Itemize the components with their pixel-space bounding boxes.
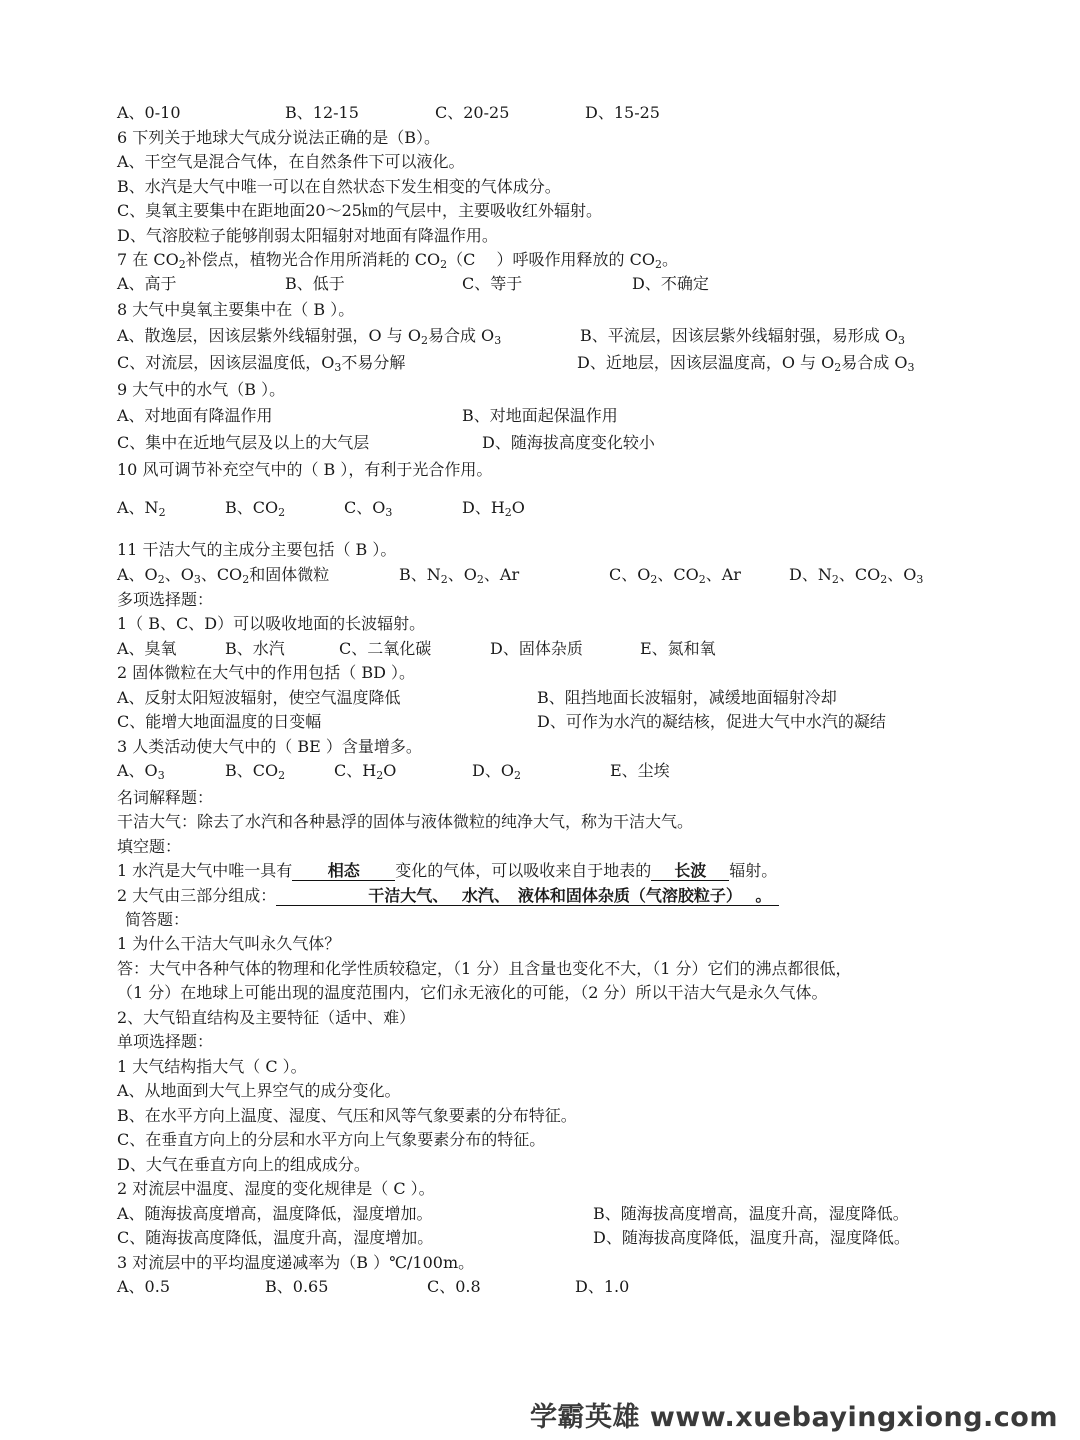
s2-stem: 2 对流层中温度、湿度的变化规律是（ C ）。 [117,1179,435,1198]
short-question: 1 为什么干洁大气叫永久气体？ [117,934,341,953]
s3-stem: 3 对流层中的平均温度递减率为（B ）℃/100m。 [117,1253,475,1272]
q6-option-a: A、干空气是混合气体，在自然条件下可以液化。 [117,152,465,171]
short-answer-line-2: （1 分）在地球上可能出现的温度范围内，它们永无液化的可能，（2 分）所以干洁大气是永久气体。 [117,983,828,1002]
fill-blank-1: 相态 [292,861,395,881]
q6-option-b: B、水汽是大气中唯一可以在自然状态下发生相变的气体成分。 [117,177,561,196]
m3-stem: 3 人类活动使大气中的（ BE ）含量增多。 [117,737,422,756]
term-definition: 干洁大气：除去了水汽和各种悬浮的固体与液体微粒的纯净大气，称为干洁大气。 [117,812,694,831]
single-choice-heading: 单项选择题： [117,1032,214,1051]
q6-stem: 6 下列关于地球大气成分说法正确的是（B）。 [117,128,441,147]
watermark: 学霸英雄 www.xuebayingxiong.com [529,1402,1058,1433]
section-2-title: 2、大气铅直结构及主要特征（适中、难） [117,1008,416,1027]
fill-blank-3: 干洁大气、 水汽、 液体和固体杂质（气溶胶粒子） 。 [276,886,779,906]
q6-option-c: C、臭氧主要集中在距地面20～25㎞的气层中，主要吸收红外辐射。 [117,201,602,220]
q6-option-d: D、气溶胶粒子能够削弱太阳辐射对地面有降温作用。 [117,226,498,245]
fill-question-1: 1 水汽是大气中唯一具有 相态 变化的气体，可以吸收来自于地表的 长波 辐射。 [117,861,778,880]
term-heading: 名词解释题： [117,788,214,807]
s1-option-c: C、在垂直方向上的分层和水平方向上气象要素分布的特征。 [117,1130,546,1149]
document-page: A、0-10 B、12-15 C、20-25 D、15-25 6 下列关于地球大气成分说法正确的是（B）。 A、干空气是混合气体，在自然条件下可以液化。 B、水汽是大气中唯一可以在自然状态下发生相变的气体成分。 C、臭氧主要集中在距地面20～25㎞的气层中，主要吸收红外辐射。 D、气溶胶粒子能够削弱太阳辐射对地面有降温作用。 7 在 $CO_2$补偿点，植物光合作用所消耗的 $CO_2(C$ ）呼吸作用释放的 $CO_2$。 A、高于 B、低于 C、等于 D、不确定 8 大气中臭氧主要集中在（ B ）。 A、散逸层，因该层紫外线辐射强，O 与 $O_2$易合成 $O_3$ B、平流层，因该层紫外线辐射强，易形成 $O_3$ C、对流层，因该层温度低，$O_3$不易分解 D、近地层，因该层温度高，O 与 $O_2$易合成 $O_3$ 9 大气中的水气（B ）。 A、对地面有降温作用 B、对地面起保温作用 C、集中在近地气层及以上的大气层 D、随海拔高度变化较小 10 风可调节补充空气中的（ B ），有利于光合作用。 A、$N_2$ B、$CO_2$ C、$O_3$ D、$H_2O$ 11 干洁大气的主成分主要包括（ B ）。 A、$O_2$、$O_3$、$CO_2$和固体微粒 B、$N_2$、$O_2$、Ar C、$O_2$、$CO_2$、Ar D、$N_2$、$CO_2$、$O_3$ 多项选择题： 1（ B、C、D）可以吸收地面的长波辐射。 A、臭氧 B、水汽 C、二氧化碳 D、固体杂质 E、氮和氧 2 固体微粒在大气中的作用包括（ BD ）。 A、反射太阳短波辐射，使空气温度降低 B、阻挡地面长波辐射，减缓地面辐射冷却 C、能增大地面温度的日变幅 D、可作为水汽的凝结核，促进大气中水汽的凝结 3 人类活动使大气中的（ BE ）含量增多。 A、$O_3$ B、$CO_2$ C、$H_2O$ D、$O_2$ E、尘埃 名词解释题： 干洁大气：除去了水汽和各种悬浮的固体与液体微粒的纯净大气，称为干洁大气。 填空题： 1 水汽是大气中唯一具有 相态 变化的气体，可以吸收来自于地表的 长波 辐射。 2 大气由三部分组成： 干洁大气、 水汽、 液体和固体杂质（气溶胶粒子） 。 简答题： 1 为什么干洁大气叫永久气体？ 答：大气中各种气体的物理和化学性质较稳定，（1 分）且含量也变化不大，（1 分）它们的沸点都很低， （1 分）在地球上可能出现的温度范围内，它们永无液化的可能，（2 分）所以干洁大气是永久气体。 2、大气铅直结构及主要特征（适中、难） 单项选择题： 1 大气结构指大气（ C ）。 A、从地面到大气上界空气的成分变化。 B、在水平方向上温度、湿度、气压和风等气象要素的分布特征。 C、在垂直方向上的分层和水平方向上气象要素分布的特征。 D、大气在垂直方向上的组成成分。 2 对流层中温度、湿度的变化规律是（ C ）。 A、随海拔高度增高，温度降低，湿度增加。 B、随海拔高度增高，温度升高，湿度降低。 C、随海拔高度降低，温度升高，湿度增加。 D、随海拔高度降低，温度升高，湿度降低。 3 对流层中的平均温度递减率为（B ）℃/100m。 A、0.5 B、0.65 C、0.8 D、1.0 学霸英雄 www.xuebayingxiong.com [117,103,1058,1433]
multi-choice-heading: 多项选择题： [117,590,214,609]
q10-stem: 10 风可调节补充空气中的（ B ），有利于光合作用。 [117,460,493,479]
q9-stem: 9 大气中的水气（B ）。 [117,380,286,399]
m2-stem: 2 固体微粒在大气中的作用包括（ BD ）。 [117,663,416,682]
s1-option-d: D、大气在垂直方向上的组成成分。 [117,1155,370,1174]
q7-stem: 7 在 $CO_2$补偿点，植物光合作用所消耗的 $CO_2(C$ ）呼吸作用释放的 $CO_2$。 [117,250,678,271]
q11-stem: 11 干洁大气的主成分主要包括（ B ）。 [117,540,397,559]
s1-stem: 1 大气结构指大气（ C ）。 [117,1057,307,1076]
short-answer-heading: 简答题： [125,910,190,929]
fill-heading: 填空题： [117,837,182,856]
short-answer-line-1: 答：大气中各种气体的物理和化学性质较稳定，（1 分）且含量也变化不大，（1 分）它们的沸点都很低， [117,959,852,978]
q8-stem: 8 大气中臭氧主要集中在（ B ）。 [117,300,355,319]
fill-question-2: 2 大气由三部分组成： 干洁大气、 水汽、 液体和固体杂质（气溶胶粒子） 。 [117,886,779,906]
s1-option-b: B、在水平方向上温度、湿度、气压和风等气象要素的分布特征。 [117,1106,577,1125]
s1-option-a: A、从地面到大气上界空气的成分变化。 [117,1081,401,1100]
fill-blank-2: 长波 [651,861,729,881]
m1-stem: 1（ B、C、D）可以吸收地面的长波辐射。 [117,614,426,633]
